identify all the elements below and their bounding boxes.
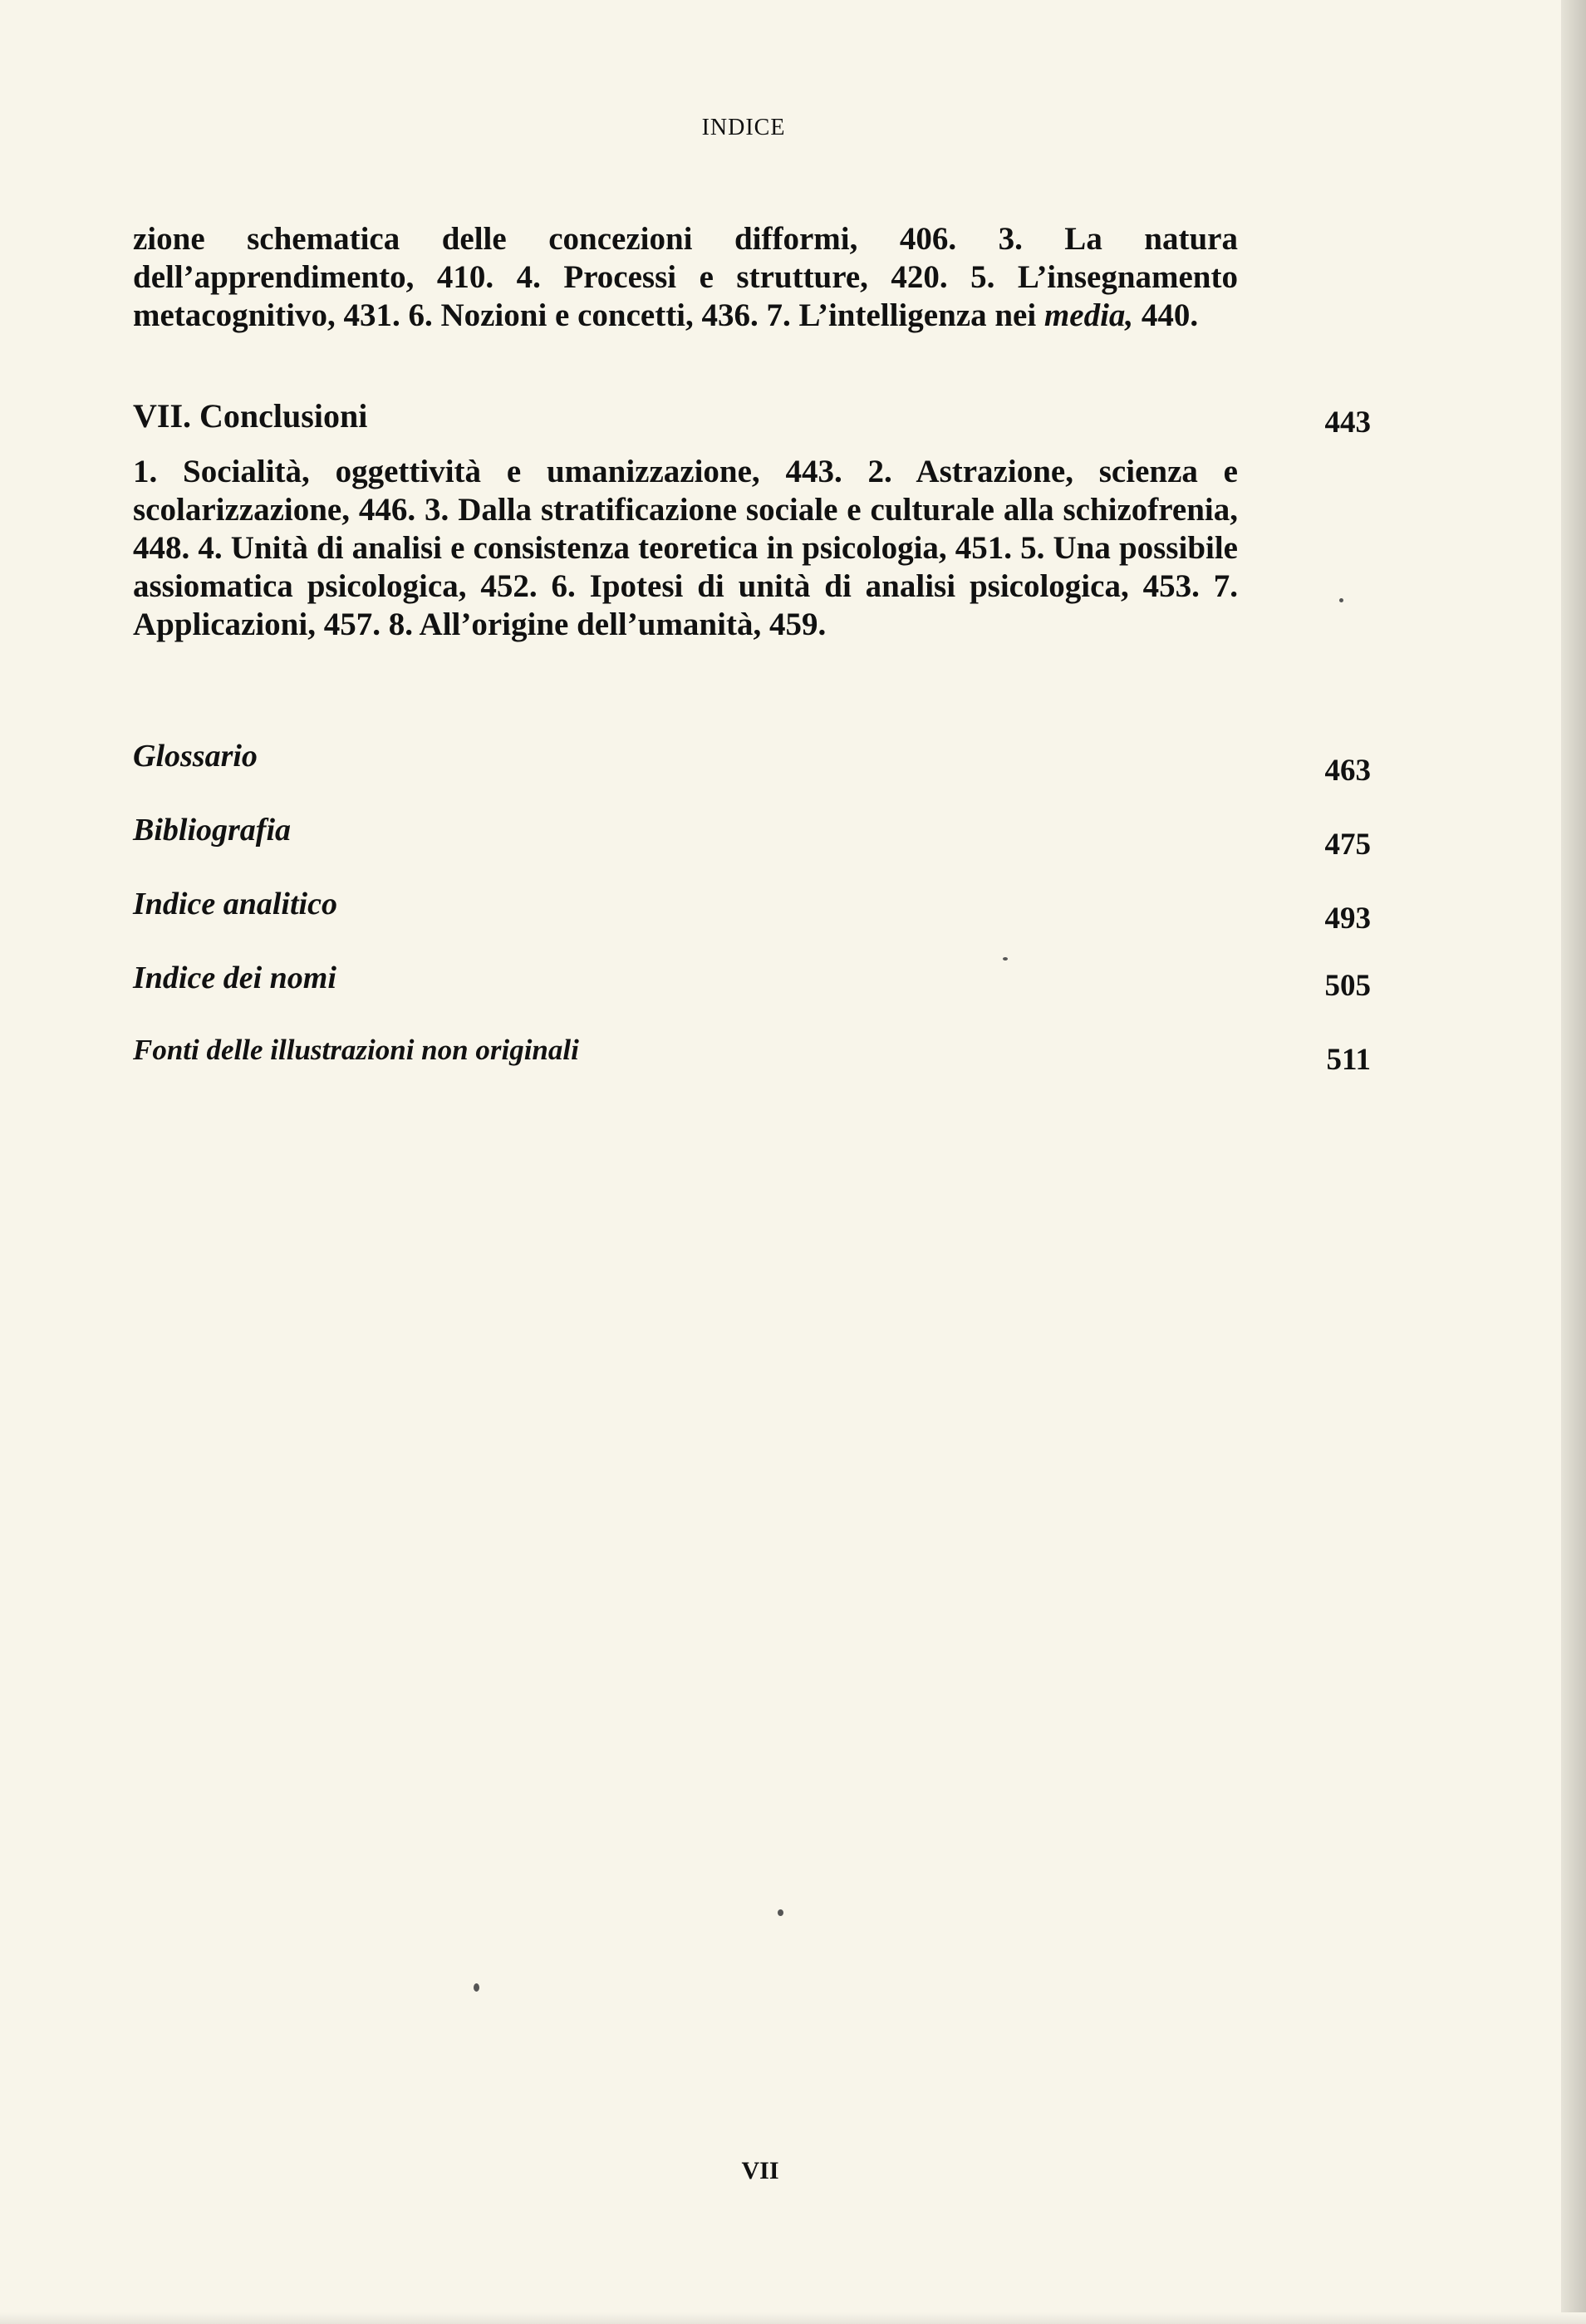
- print-speck: [778, 1909, 783, 1916]
- continuation-text: 440.: [1133, 297, 1199, 333]
- back-matter-row: [133, 886, 1371, 936]
- back-matter-row: [133, 960, 1371, 1010]
- back-matter-title: Indice dei nomi: [133, 961, 336, 995]
- back-matter-row: [133, 1034, 1371, 1083]
- chapter-row: [133, 396, 1371, 446]
- continuation-text: zione schematica delle concezioni difformi, 406. 3. La natura dell’apprendimento, 410. 4. Processi e strutture, 420. 5. L’insegnamento metacognitivo, 431. 6. Nozioni e concetti, 436. 7. L’intelligenza nei: [133, 221, 1238, 333]
- back-matter-title: Glossario: [133, 739, 258, 774]
- back-matter-page: 505: [1324, 969, 1371, 1003]
- print-speck: [1339, 598, 1343, 602]
- back-matter-page: 475: [1324, 828, 1371, 862]
- continuation-entries: [133, 220, 1238, 335]
- print-speck: [1003, 957, 1008, 961]
- back-matter-row: [133, 738, 1371, 788]
- page-folio: VII: [741, 2157, 779, 2184]
- chapter-title: VII. Conclusioni: [133, 397, 368, 435]
- running-head: INDICE: [701, 115, 786, 140]
- back-matter-page: 511: [1326, 1043, 1371, 1077]
- chapter-page-number: 443: [1324, 405, 1371, 440]
- print-speck: [474, 1983, 479, 1992]
- page-edge-shadow: [1561, 0, 1586, 2324]
- page-bottom-shadow: [0, 2312, 1586, 2324]
- back-matter-title: Fonti delle illustrazioni non originali: [133, 1034, 579, 1066]
- back-matter-title: Indice analitico: [133, 887, 337, 921]
- back-matter-title: Bibliografia: [133, 813, 292, 848]
- back-matter-row: [133, 812, 1371, 862]
- italic-term: media,: [1043, 297, 1134, 333]
- back-matter-page: 493: [1324, 902, 1371, 936]
- chapter-sections: 1. Socialità, oggettività e umanizzazione, 443. 2. Astrazione, scienza e scolarizzazione, 446. 3. Dalla stratificazione sociale e culturale alla schizofrenia, 448. 4. Unità di analisi e consistenza teoretica in psicologia, 451. 5. Una possibile assiomatica psicologica, 452. 6. Ipotesi di unità di analisi psicologica, 453. 7. Applicazioni, 457. 8. All’origine dell’umanità, 459.: [133, 454, 1238, 642]
- back-matter-page: 463: [1324, 754, 1371, 788]
